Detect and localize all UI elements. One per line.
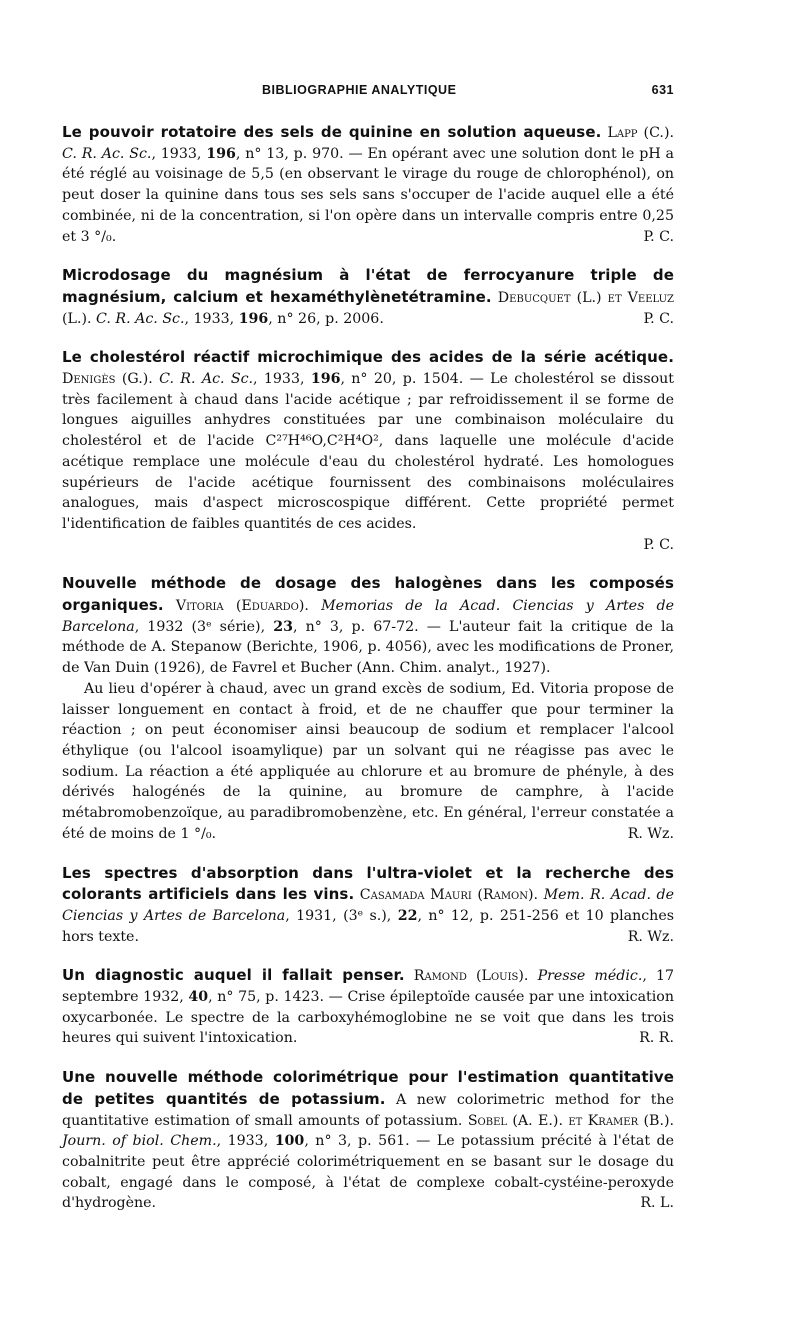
entry-halogenes: [62, 573, 674, 844]
entry-subtitle: A new colorimetric method for the quantitative estimation of small amounts of potassium.: [62, 1091, 675, 1129]
entry-ref: , 1933,: [151, 145, 207, 162]
entry-title: Le cholestérol réactif microchimique des acides de la série acétique.: [62, 348, 674, 367]
entry-title: Le pouvoir rotatoire des sels de quinine en solution aqueuse.: [62, 123, 602, 141]
entry-author: Casamada Mauri (Ramon).: [359, 887, 539, 904]
entry-initials: P. C.: [643, 310, 674, 327]
entry-diagnostic: [62, 965, 674, 1049]
entry-body: , n° 20, p. 1504. — Le cholestérol se dissout très facilement à chaud dans l'acide acétique ; par refroidissement il se forme de longues aiguilles anhydres constituées par une combinaison moléculaire du cholestérol et de l'acide C²⁷H⁴⁶O,C²H⁴O², dans laquelle une molécule d'acide acétique remplace une molécule d'eau du cholestérol hydraté. Les homologues supérieurs de l'acide acétique fournissent des combinaisons moléculaires analogues, mais d'aspect microscospique différent. Cette propriété permet l'identification de faibles quantités de ces acides.: [62, 371, 674, 532]
entry-journal: C. R. Ac. Sc.: [96, 310, 185, 327]
entry-body: , n° 75, p. 1423. — Crise épileptoïde causée par une intoxication oxycarbonée. Le spectre de la carboxyhémoglobine ne se voit que dans les trois heures qui suivent l'intoxication.: [62, 989, 674, 1047]
entry-body-paragraph: Au lieu d'opérer à chaud, avec un grand excès de sodium, Ed. Vitoria propose de laisser longuement en contact à froid, et de ne chauffer que pour terminer la réaction ; on peut économiser ainsi beaucoup de sodium et remplacer l'alcool éthylique (ou l'alcool isoamylique) par un solvant qui ne réagisse pas avec le sodium. La réaction a été appliquée au chlorure et au bromure de phényle, à des dérivés halogénés de la quinine, au bromure de camphre, à l'acide métabromobenzoïque, au paradibromobenzène, etc. En général, l'erreur constatée a été de moins de 1 °/₀.: [62, 680, 674, 842]
entry-quinine: [62, 122, 674, 247]
entry-author: Ramond (Louis).: [413, 968, 529, 985]
entry-body: , n° 12, p. 251-256 et 10 planches hors texte.: [62, 907, 674, 945]
entry-author: Sobel (A. E.). et Kramer (B.).: [467, 1112, 675, 1129]
entry-body: , n° 13, p. 970. — En opérant avec une solution dont le pH a été réglé au voisinage de 5,5 (en observant le virage du rouge de chlorophénol), on peut doser la quinine dans tous ses sels sans s'occuper de l'acide auquel elle a été combinée, ni de la concentration, si l'on opère dans un intervalle compris entre 0,25 et 3 °/₀.: [62, 145, 674, 245]
entry-initials: R. Wz.: [627, 825, 674, 842]
entry-body: , n° 26, p. 2006.: [268, 310, 384, 327]
entry-title: Microdosage du magnésium à l'état de ferrocyanure triple de magnésium, calcium et hexaméthylènetétramine.: [62, 266, 674, 306]
entry-journal: Memorias de la Acad. Ciencias y Artes de Barcelona: [62, 598, 675, 635]
running-title: BIBLIOGRAPHIE ANALYTIQUE: [262, 83, 457, 97]
entry-ref: , 1931, (3ᵉ s.),: [285, 907, 398, 924]
entry-ref: , 1933,: [216, 1133, 275, 1150]
document-page: [62, 80, 674, 1214]
entry-author: Denigès (G.).: [62, 371, 153, 388]
entry-title: Une nouvelle méthode colorimétrique pour l'estimation quantitative de petites quantités de potassium.: [62, 1068, 674, 1108]
entry-author: Vitoria (Eduardo).: [175, 598, 309, 615]
entry-volume: 100: [274, 1133, 305, 1150]
entry-initials: P. C.: [643, 536, 674, 553]
entry-title: Les spectres d'absorption dans l'ultra-violet et la recherche des colorants artificiels dans les vins.: [62, 863, 674, 904]
entry-body: , n° 3, p. 67-72. — L'auteur fait la critique de la méthode de A. Stepanow (Berichte, 1906, p. 4056), avec les modifications de Proner, de Van Duin (1926), de Favrel et Bucher (Ann. Chim. analyt., 1927).: [62, 618, 674, 677]
entry-ref: , 1932 (3ᵉ série),: [134, 618, 274, 635]
entry-potassium: [62, 1067, 674, 1214]
entry-volume: 22: [397, 907, 418, 924]
page-number: 631: [651, 83, 674, 97]
entry-initials: R. Wz.: [627, 928, 674, 945]
entry-journal: C. R. Ac. Sc.: [159, 371, 254, 388]
entry-journal: C. R. Ac. Sc.: [62, 145, 152, 162]
entry-journal: Presse médic.: [537, 968, 643, 985]
entry-ref: , 17 septembre 1932,: [62, 968, 675, 1006]
entry-body: , n° 3, p. 561. — Le potassium précité à l'état de cobalnitrite peut être apprécié colorimétriquement en se basant sur le dosage du cobalt, engagé dans le composé, à l'état de complexe cobalt-cystéine-peroxyde d'hydrogène.: [62, 1133, 674, 1212]
entry-ref: , 1933,: [253, 371, 311, 388]
entry-author: Debucquet (L.) et Veeluz (L.).: [62, 289, 674, 327]
entry-cholesterol: [62, 347, 674, 555]
entry-volume: 196: [310, 371, 341, 388]
entry-journal: Mem. R. Acad. de Ciencias y Artes de Barcelona: [62, 887, 675, 924]
entry-spectres: [62, 863, 674, 948]
entry-volume: 196: [206, 145, 236, 162]
entry-journal: Journ. of biol. Chem.: [62, 1133, 217, 1150]
running-header: [62, 80, 674, 104]
entry-volume: 40: [188, 989, 209, 1006]
entry-volume: 196: [238, 310, 269, 327]
entry-volume: 23: [273, 618, 293, 635]
entry-magnesium: [62, 265, 674, 329]
entry-title: Un diagnostic auquel il fallait penser.: [62, 966, 405, 985]
entry-title: Nouvelle méthode de dosage des halogènes dans les composés organiques.: [62, 574, 674, 615]
entry-author: Lapp (C.).: [607, 125, 674, 141]
entry-initials: R. L.: [640, 1195, 674, 1212]
entry-initials: R. R.: [639, 1030, 674, 1047]
entry-ref: , 1933,: [184, 310, 239, 327]
entry-initials: P. C.: [643, 228, 674, 245]
